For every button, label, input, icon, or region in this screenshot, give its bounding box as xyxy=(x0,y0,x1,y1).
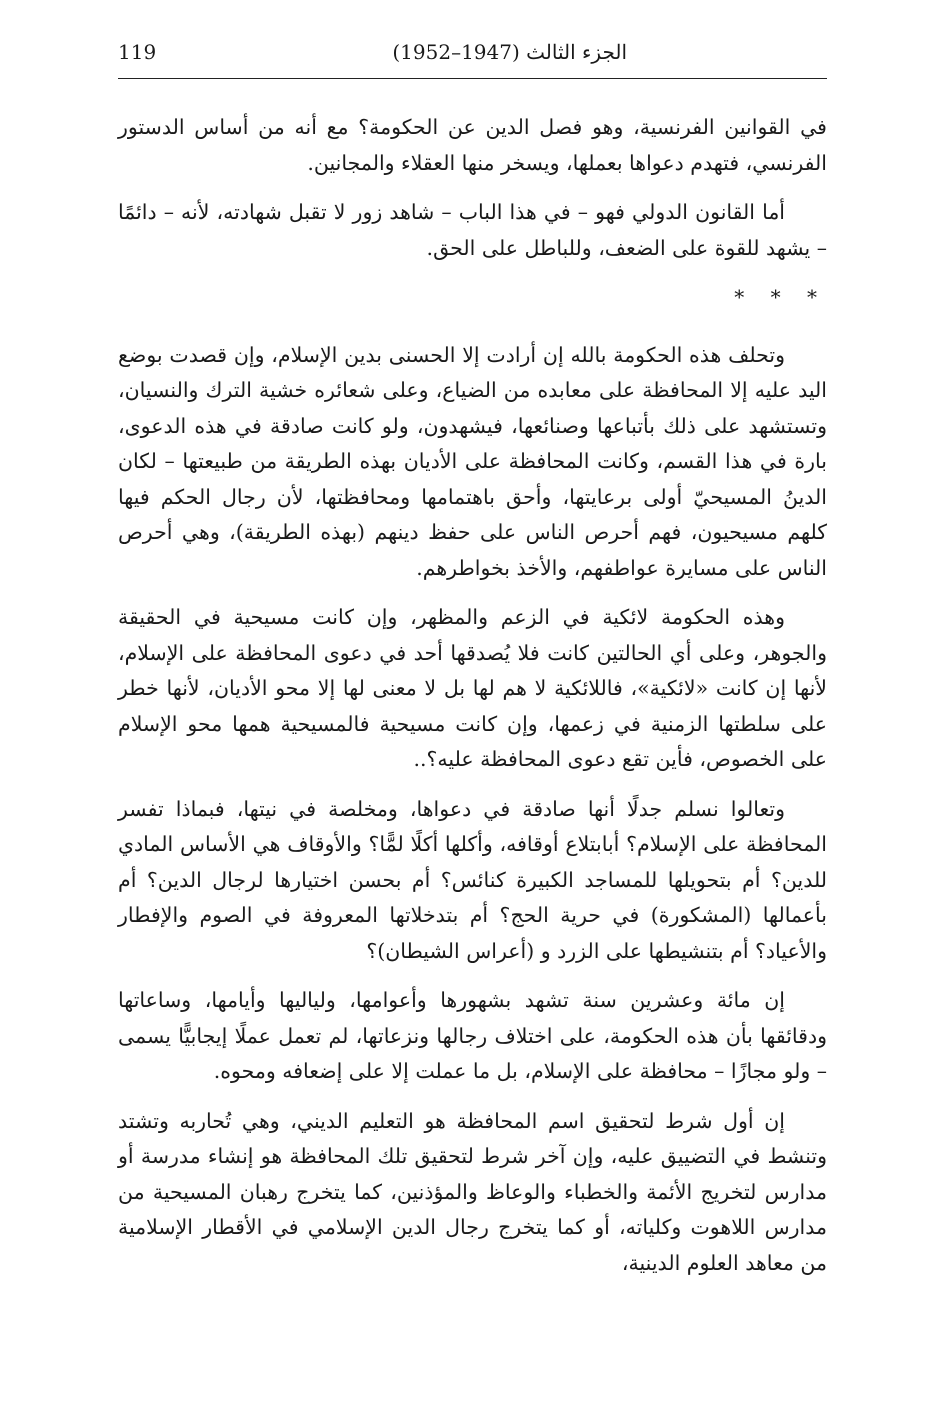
header-rule xyxy=(118,78,827,79)
section-separator: * * * xyxy=(734,285,827,309)
paragraph: وهذه الحكومة لائكية في الزعم والمظهر، وإن كانت مسيحية في الحقيقة والجوهر، وعلى أي الحالتين كانت فلا يُصدقها أحد في دعوى المحافظة على الإسلام، لأنها إن كانت «لائكية»، فاللائكية لا هم لها بل لا معنى لها إلا محو الأديان، لأنها خطر على سلطتها الزمنية في زعمها، وإن كانت مسيحية فالمسيحية همها محو الإسلام على الخصوص، فأين تقع دعوى المحافظة عليه؟.. xyxy=(118,605,827,771)
body-text xyxy=(118,110,827,1295)
paragraph: وتعالوا نسلم جدلًا أنها صادقة في دعواها، ومخلصة في نيتها، فبماذا تفسر المحافظة على الإسلام؟ أبابتلاع أوقافه، وأكلها أكلًا لمًّا؟ والأوقاف هي الأساس المادي للدين؟ أم بتحويلها للمساجد الكبيرة كنائس؟ أم بحسن اختيارها لرجال الدين؟ أم بأعمالها (المشكورة) في حرية الحج؟ أم بتدخلاتها المعروفة في الصوم والإفطار والأعياد؟ أم بتنشيطها على الزرد و (أعراس الشيطان)؟ xyxy=(118,796,827,963)
running-header xyxy=(118,30,827,70)
paragraph: وتحلف هذه الحكومة بالله إن أرادت إلا الحسنى بدين الإسلام، وإن قصدت بوضع اليد عليه إلا المحافظة على معابده من الضياع، وعلى شعائره خشية الترك والنسيان، وتستشهد على ذلك بأتباعها وصنائعها، فيشهدون، ولو كانت صادقة في هذه الدعوى، بارة في هذا القسم، وكانت المحافظة على الأديان بهذه الطريقة من طبيعتها – لكان الدينُ المسيحيّ أولى برعايتها، وأحق باهتمامها ومحافظتها، لأن رجال الحكم فيها كلهم مسيحيون، فهم أحرص الناس على حفظ دينهم (بهذه الطريقة)، وهي أحرص الناس على مسايرة عواطفهم، والأخذ بخواطرهم. xyxy=(118,342,827,580)
page-number: 119 xyxy=(118,40,157,64)
paragraph: أما القانون الدولي فهو – في هذا الباب – شاهد زور لا تقبل شهادته، لأنه – دائمًا – يشهد للقوة على الضعف، وللباطل على الحق. xyxy=(118,200,827,260)
header-title: الجزء الثالث (1947–1952) xyxy=(392,40,627,64)
paragraph: إن أول شرط لتحقيق اسم المحافظة هو التعليم الديني، وهي تُحاربه وتشتد وتنشط في التضييق عليه، وإن آخر شرط لتحقيق تلك المحافظة هو إنشاء مدرسة أو مدارس لتخريج الأئمة والخطباء والوعاظ والمؤذنين، كما يتخرج رهبان المسيحية من مدارس اللاهوت وكلياته، أو كما يتخرج رجال الدين الإسلامي في الأقطار الإسلامية من معاهد العلوم الدينية، xyxy=(118,1108,827,1275)
paragraph: إن مائة وعشرين سنة تشهد بشهورها وأعوامها، ولياليها وأيامها، وساعاتها ودقائقها بأن هذه الحكومة، على اختلاف رجالها ونزعاتها، لم تعمل عملًا إيجابيًّا يسمى – ولو مجازًا – محافظة على الإسلام، بل ما عملت إلا على إضعافه ومحوه. xyxy=(118,988,827,1083)
paragraph: في القوانين الفرنسية، وهو فصل الدين عن الحكومة؟ مع أنه من أساس الدستور الفرنسي، فتهدم دعواها بعملها، ويسخر منها العقلاء والمجانين. xyxy=(118,115,827,175)
